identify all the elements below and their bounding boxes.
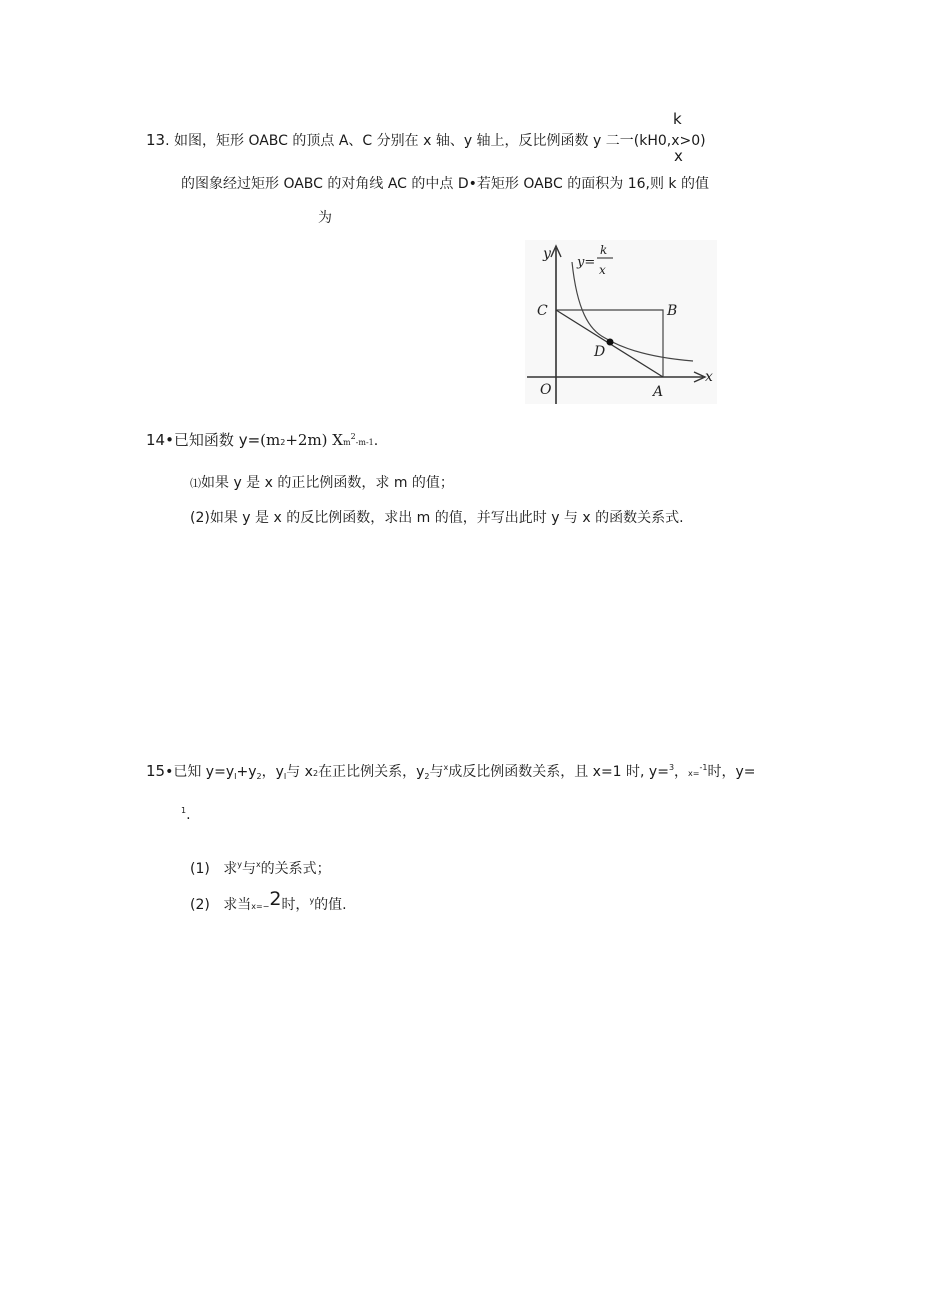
q15-g-sup: 3 xyxy=(668,763,675,772)
q15-p2-sup2: y xyxy=(309,896,315,905)
fig-label-func-k: k xyxy=(600,243,608,257)
q15-p2-num: (2) xyxy=(190,897,210,913)
q15-p1-sup1: y xyxy=(237,860,242,869)
q15-f: 与 xyxy=(429,764,444,780)
q14-expr: (m xyxy=(260,431,281,449)
point-D xyxy=(607,339,614,346)
q15-line2-text: . xyxy=(186,807,191,823)
q14-part1-num: ⑴ xyxy=(190,477,201,490)
q15-stem xyxy=(146,762,755,783)
q13-fraction-denominator: x xyxy=(674,147,683,165)
q13-line2: 的图象经过矩形 OABC 的对角线 AC 的中点 D•若矩形 OABC 的面积为 16,则 k 的值 xyxy=(181,176,709,192)
q14-dot: . xyxy=(373,433,379,449)
fig-label-func: y= xyxy=(577,255,596,270)
q15-p1-num: (1) xyxy=(190,861,210,877)
q15-h: ， xyxy=(674,764,689,780)
fig-label-B: B xyxy=(667,303,678,319)
q15-b-sub: 2 xyxy=(256,772,262,781)
q14-expr2: +2m) X xyxy=(285,431,343,449)
q15-d: 与 x xyxy=(286,764,313,780)
q15-b: +y xyxy=(236,764,257,780)
fig-label-y: y xyxy=(543,246,551,262)
q14-exp-sup: 2 xyxy=(350,432,356,441)
fig-label-A: A xyxy=(653,384,664,400)
q15-line2-sup: 1 xyxy=(181,806,187,815)
q15-number: 15 xyxy=(146,762,166,780)
q15-a: •已知 y=y xyxy=(165,764,235,780)
q15-p2-sup: x xyxy=(251,902,256,911)
q15-h-sup: x xyxy=(688,769,693,778)
q13-number-text: 13 xyxy=(146,131,166,149)
q15-part1 xyxy=(190,860,331,880)
q15-part2 xyxy=(190,888,347,916)
q15-i: 时，y= xyxy=(707,764,756,780)
fig-label-C: C xyxy=(537,303,548,319)
q15-p1-c: 的关系式； xyxy=(260,861,331,877)
q15-p2-b: =− xyxy=(255,902,270,911)
q14-exp1: m xyxy=(342,438,351,447)
q15-f-sup: x xyxy=(443,763,449,772)
q15-p1-a: 求 xyxy=(223,861,238,877)
fig-label-x: x xyxy=(705,369,713,385)
q15-g: 成反比例函数关系，且 x=1 时, y= xyxy=(448,764,669,780)
q15-p2-d: 的值. xyxy=(314,897,347,913)
q15-d-sub: 2 xyxy=(312,769,319,778)
q15-a-sub: I xyxy=(234,772,237,781)
q13-fraction-numerator: k xyxy=(673,110,682,128)
fig-label-func-x: x xyxy=(599,263,606,277)
q14-part1-text: 如果 y 是 x 的正比例函数，求 m 的值； xyxy=(201,475,454,491)
q15-h2: = xyxy=(692,769,700,778)
q15-c-sub: I xyxy=(283,772,287,781)
q14-head: 14•已知函数 y= xyxy=(146,431,261,449)
q13-condition: (kH0,x>0) xyxy=(633,133,706,149)
q15-p1-sup2: x xyxy=(255,860,261,869)
q15-line2 xyxy=(181,806,191,826)
q15-p1-b: 与 xyxy=(241,861,256,877)
q15-e-sub: 2 xyxy=(424,772,430,781)
fig-label-O: O xyxy=(540,382,552,398)
q13-number xyxy=(146,131,706,150)
q15-h-sup2: -1 xyxy=(699,763,708,772)
q15-p2-a: 求当 xyxy=(223,897,252,913)
fig-label-D: D xyxy=(594,344,606,360)
q14-part1 xyxy=(190,474,454,493)
q14-stem xyxy=(146,431,378,452)
q15-p2-big: 2 xyxy=(269,888,282,910)
q14-exp2: -m-1 xyxy=(355,438,374,447)
q14-expr-sub: 2 xyxy=(280,438,286,447)
q15-c: ，y xyxy=(261,764,284,780)
q14-part2: (2)如果 y 是 x 的反比例函数，求出 m 的值，并写出此时 y 与 x 的函数关系式. xyxy=(190,510,684,526)
q13-figure xyxy=(525,240,717,404)
q15-p2-c: 时， xyxy=(281,897,310,913)
q13-line3: 为 xyxy=(318,210,332,226)
q13-line1: . 如图，矩形 OABC 的顶点 A、C 分别在 x 轴、y 轴上，反比例函数 y 二一 xyxy=(165,133,634,149)
q15-e: 在正比例关系，y xyxy=(318,764,425,780)
